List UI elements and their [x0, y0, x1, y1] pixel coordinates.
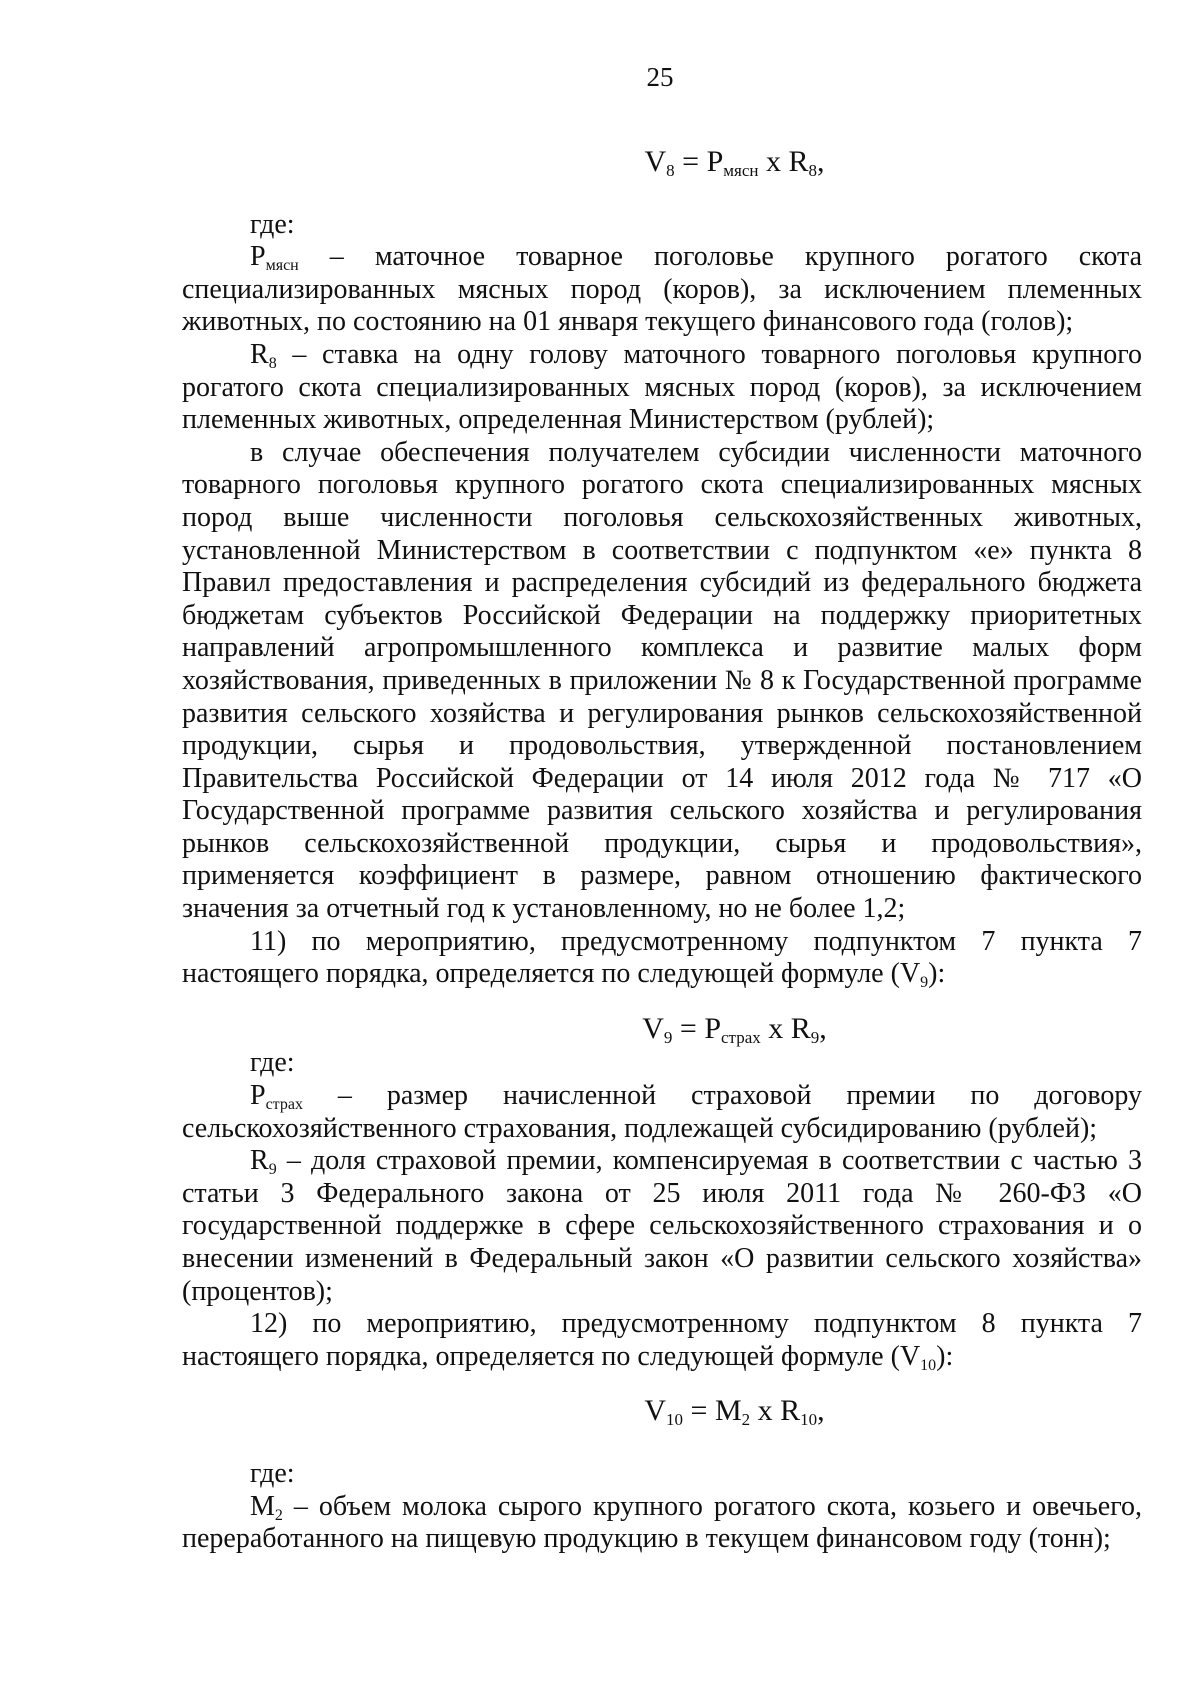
formula-punctuation: ,	[819, 1011, 827, 1045]
formula-subscript: 10	[800, 1410, 818, 1430]
formula-subscript: страх	[721, 1027, 761, 1047]
where-label: где:	[250, 1047, 295, 1079]
formula-v9	[182, 1013, 1142, 1046]
where-label: где:	[250, 208, 295, 240]
definition-symbol: R	[250, 338, 269, 370]
formula-operator: =	[683, 1394, 715, 1428]
definition-p-strakh	[182, 1080, 1142, 1145]
definition-r8	[182, 339, 1142, 437]
definition-subscript: 2	[274, 1506, 283, 1524]
formula-subscript: 10	[666, 1410, 684, 1430]
definition-text: – доля страховой премии, компенсируемая в соответствии с частью 3 статьи 3 Федерального закона от 25 июля 2011 года № 260-ФЗ «О государственной поддержке в сфере сельскохозяйственного страхования и о внесении изменений в Федеральный закон «О развитии сельского хозяйства» (процентов);	[182, 1145, 1142, 1307]
formula-v10	[182, 1395, 1142, 1428]
definition-subscript: 8	[268, 354, 277, 372]
definition-m2	[182, 1491, 1142, 1556]
definition-text: – маточное товарное поголовье крупного рогатого скота специализированных мясных пород (коров), за исключением племенных животных, по состоянию на 01 января текущего финансового года (голов);	[182, 241, 1142, 338]
formula-subscript: 9	[810, 1027, 820, 1047]
formula-symbol: R	[788, 145, 809, 178]
formula-operator: x	[758, 145, 789, 178]
formula-punctuation: ,	[817, 145, 825, 178]
formula-symbol: P	[706, 145, 724, 178]
formula-operator: =	[674, 145, 707, 178]
formula-subscript: мясн	[723, 161, 759, 180]
item-11	[182, 926, 1142, 991]
definition-text: – размер начисленной страховой премии по договору сельскохозяйственного страхования, подлежащей субсидированию (рублей);	[182, 1080, 1142, 1144]
item-punctuation: ):	[928, 958, 946, 990]
formula-subscript: 2	[741, 1410, 751, 1430]
definition-subscript: 9	[268, 1161, 277, 1179]
formula-symbol: V	[642, 1011, 664, 1045]
definition-r9	[182, 1145, 1142, 1308]
formula-symbol: V	[644, 145, 667, 178]
formula-symbol: R	[780, 1394, 801, 1428]
item-text: 12) по мероприятию, предусмотренному подпунктом 8 пункта 7 настоящего порядка, определяется по следующей формуле (V	[182, 1308, 1142, 1372]
formula-subscript: 9	[663, 1027, 673, 1047]
definition-text: – ставка на одну голову маточного товарного поголовья крупного рогатого скота специализированных мясных пород (коров), за исключением племенных животных, определенная Министерством (рублей);	[182, 338, 1142, 436]
formula-symbol: R	[790, 1011, 811, 1045]
definition-symbol: P	[250, 1080, 266, 1112]
item-12	[182, 1308, 1142, 1373]
item-text: 11) по мероприятию, предусмотренному подпунктом 7 пункта 7 настоящего порядка, определяется по следующей формуле (V	[182, 925, 1142, 990]
definition-p-myasn	[182, 241, 1142, 339]
definition-text: – объем молока сырого крупного рогатого скота, козьего и овечьего, переработанного на пищевую продукцию в текущем финансовом году (тонн);	[182, 1490, 1142, 1555]
definition-symbol: R	[250, 1145, 269, 1177]
formula-symbol: V	[644, 1394, 667, 1428]
formula-operator: =	[672, 1011, 705, 1045]
formula-subscript: 8	[808, 161, 818, 180]
item-subscript: 9	[920, 974, 929, 992]
formula-subscript: 8	[666, 161, 675, 180]
item-punctuation: ):	[936, 1340, 954, 1372]
document-body	[182, 146, 1142, 1556]
definition-subscript: страх	[265, 1096, 303, 1114]
formula-operator: x	[760, 1011, 791, 1045]
formula-symbol: P	[704, 1011, 722, 1045]
definition-symbol: P	[250, 241, 266, 273]
formula-v8	[182, 146, 1142, 179]
paragraph-coefficient: в случае обеспечения получателем субсидии численности маточного товарного поголовья крупного рогатого скота специализированных мясных пород выше численности поголовья сельскохозяйственных животных, установленной Министерством в соответствии с подпунктом «е» пункта 8 Правил предоставления и распределения субсидий из федерального бюджета бюджетам субъектов Российской Федерации на поддержку приоритетных направлений агропромышленного комплекса и развитие малых форм хозяйствования, приведенных в приложении № 8 к Государственной программе развития сельского хозяйства и регулирования рынков сельскохозяйственной продукции, сырья и продовольствия, утвержденной постановлением Правительства Российской Федерации от 14 июля 2012 года № 717 «О Государственной программе развития сельского хозяйства и регулирования рынков сельскохозяйственной продукции, сырья и продовольствия», применяется коэффициент в размере, равном отношению фактического значения за отчетный год к установленному, но не более 1,2;	[182, 436, 1142, 925]
page-number: 25	[646, 62, 674, 92]
formula-symbol: M	[714, 1394, 742, 1428]
definition-symbol: M	[250, 1490, 275, 1522]
formula-operator: x	[750, 1394, 781, 1428]
formula-punctuation: ,	[817, 1394, 825, 1428]
definition-subscript: мясн	[265, 257, 299, 275]
item-subscript: 10	[920, 1356, 937, 1374]
where-label: где:	[250, 1457, 295, 1489]
